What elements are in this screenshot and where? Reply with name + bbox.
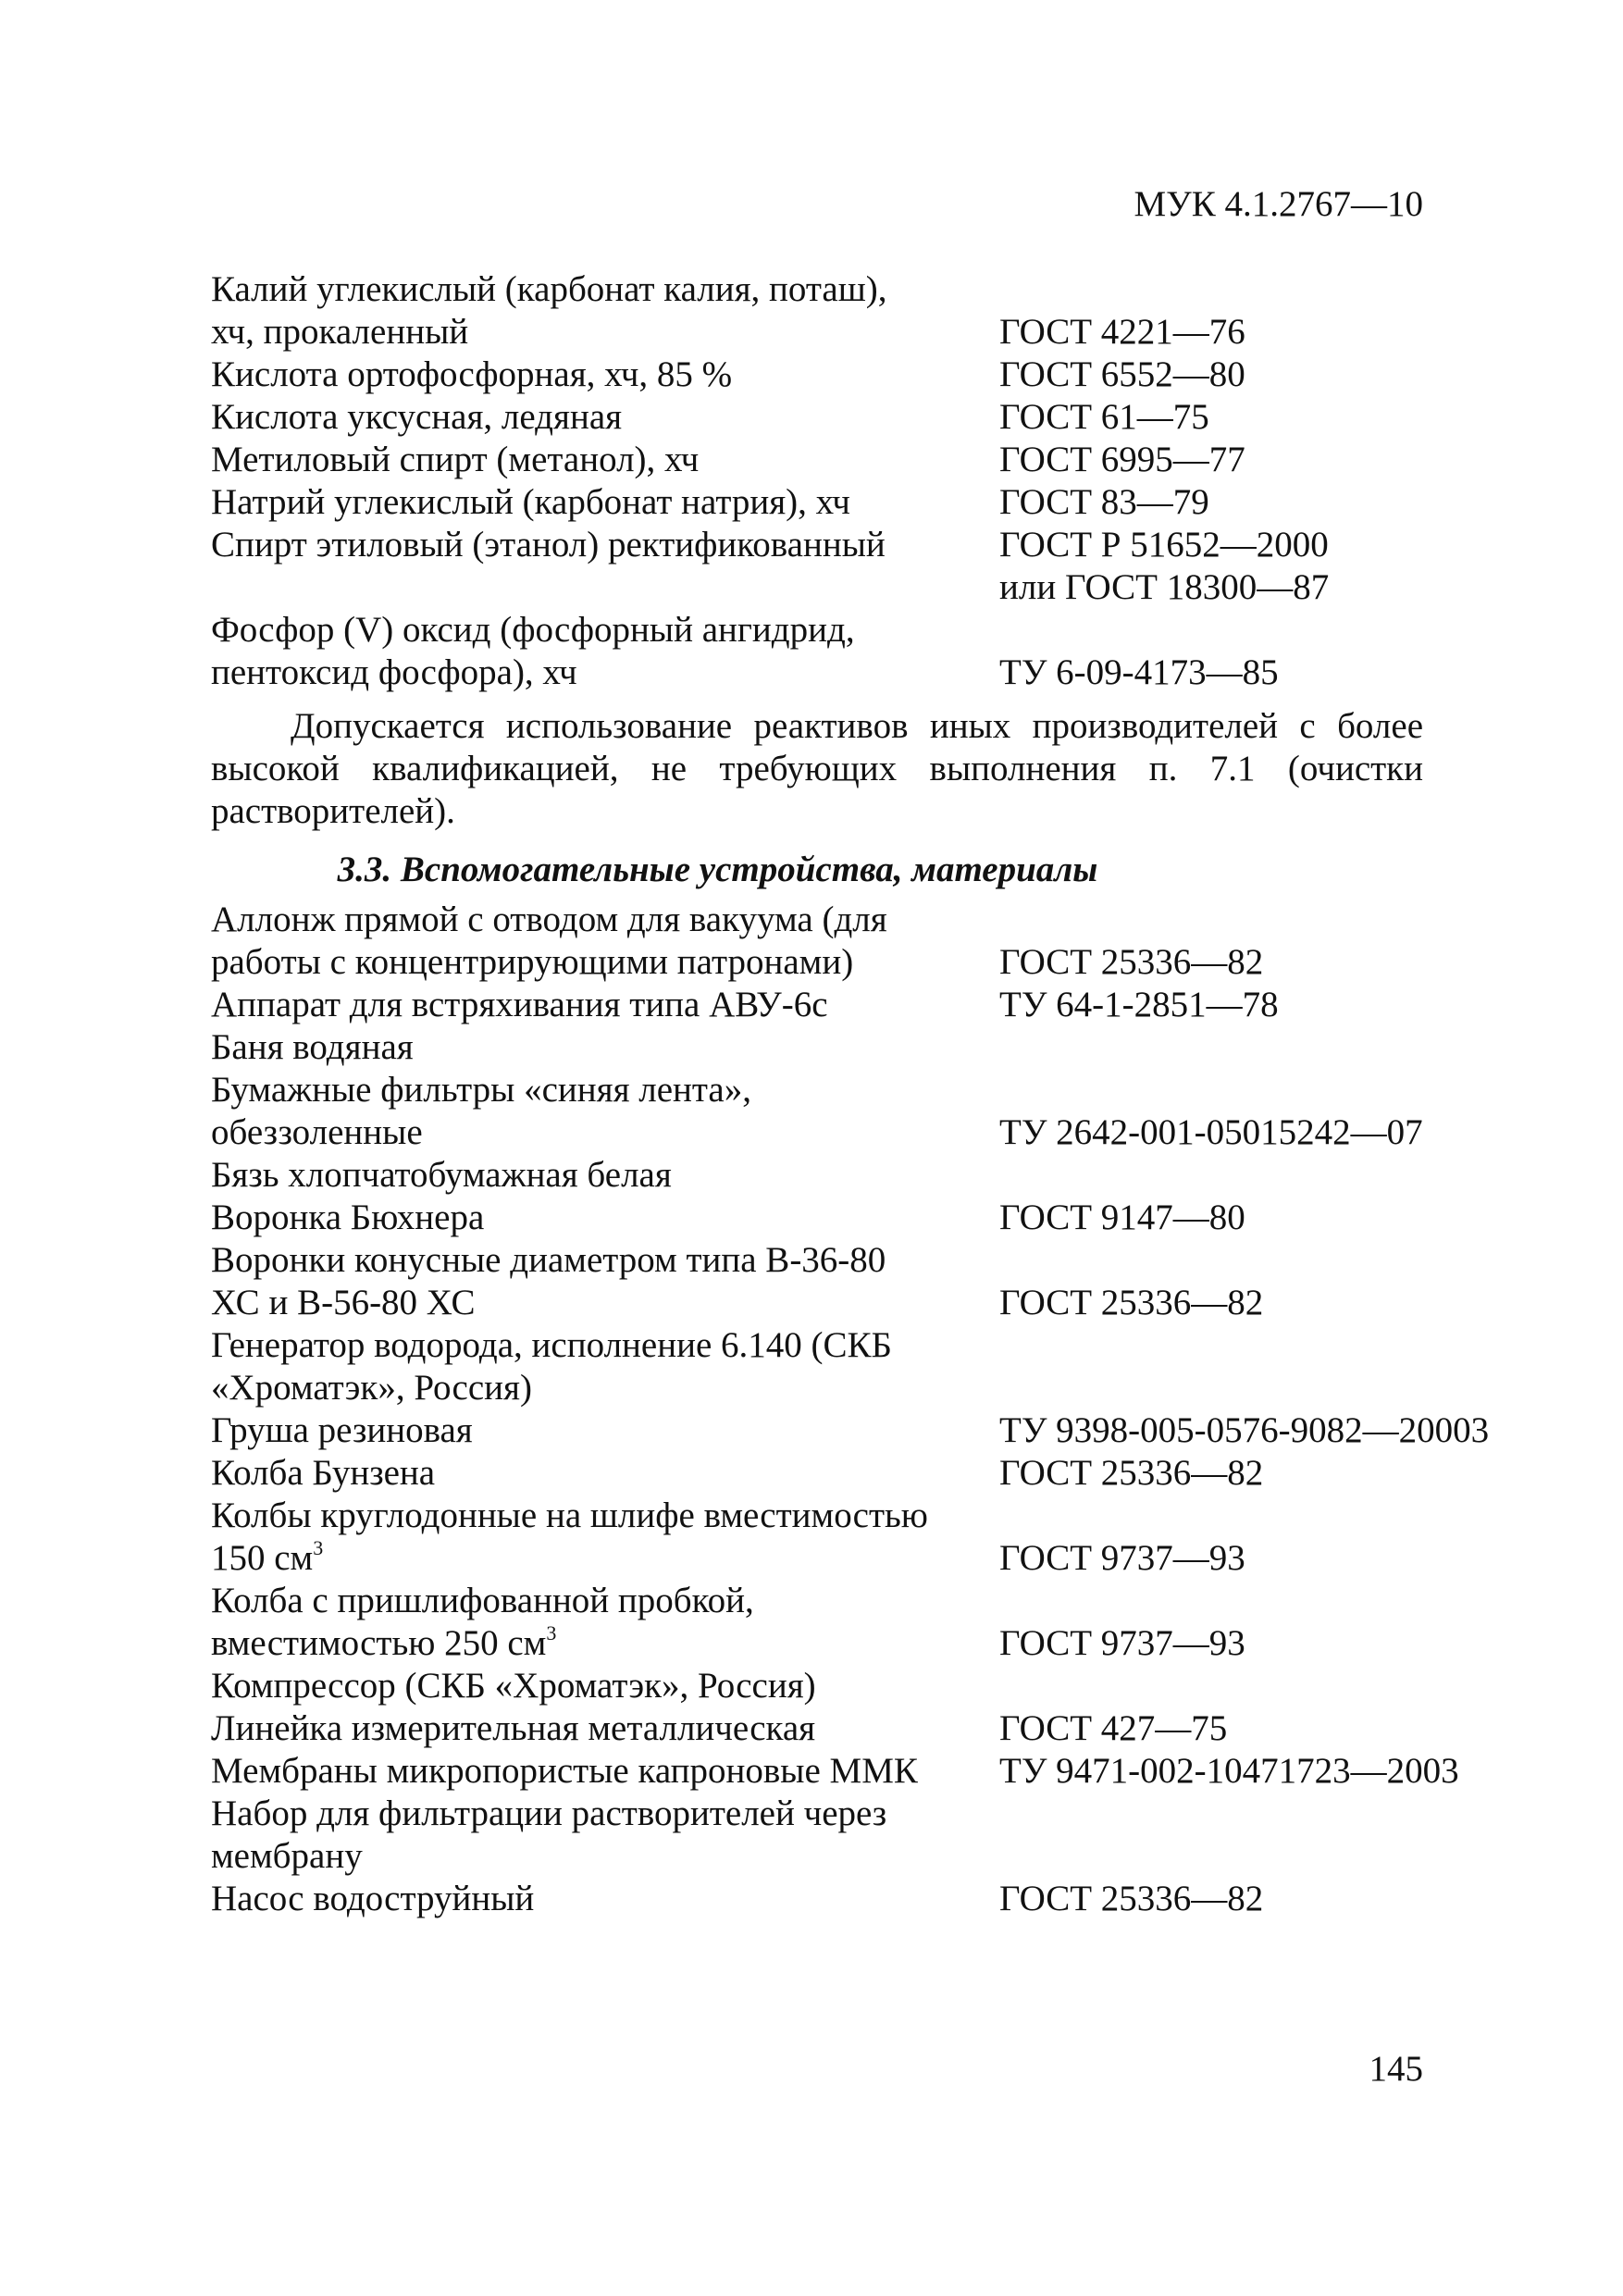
equipment-entry-line xyxy=(211,1750,1459,1793)
equipment-entry-line xyxy=(211,1452,1423,1495)
reagents-item-name xyxy=(211,481,999,524)
equipment-entry-line xyxy=(211,1707,1423,1750)
equipment-item-name xyxy=(211,1111,999,1154)
reagents-item-standard: ГОСТ Р 51652—2000 xyxy=(999,525,1329,565)
reagents-entry-line xyxy=(211,481,1423,524)
equipment-entry-line xyxy=(211,1324,1423,1367)
equipment-item-name xyxy=(211,1069,999,1111)
equipment-item-name xyxy=(211,1367,999,1409)
reagents-item-standard: ГОСТ 6995—77 xyxy=(999,440,1245,479)
equipment-item-standard: ГОСТ 25336—82 xyxy=(999,942,1264,982)
reagents-item-name xyxy=(211,609,999,652)
equipment-entry-line xyxy=(211,1495,1423,1537)
reagents-item-standard: ГОСТ 4221—76 xyxy=(999,312,1245,352)
unit-superscript: 3 xyxy=(546,1621,557,1644)
equipment-item-name-text: Бязь хлопчатобумажная белая xyxy=(211,1155,672,1195)
equipment-entry-line xyxy=(211,1239,1423,1282)
equipment-item-name-text: Груша резиновая xyxy=(211,1410,473,1450)
section-title: 3.3. Вспомогательные устройства, материалы xyxy=(337,850,1098,889)
reagents-item-name xyxy=(211,354,999,396)
equipment-entry-line xyxy=(211,1665,1423,1707)
equipment-item-name xyxy=(211,1026,999,1069)
equipment-item-name xyxy=(211,1878,999,1920)
reagents-entry-line xyxy=(211,524,1423,566)
equipment-item-name xyxy=(211,1409,999,1452)
reagents-item-standard: ТУ 6-09-4173—85 xyxy=(999,652,1279,692)
equipment-item-name-text: Колба Бунзена xyxy=(211,1453,436,1493)
equipment-item-standard: ГОСТ 25336—82 xyxy=(999,1879,1264,1918)
equipment-item-name-text: «Хроматэк», Россия) xyxy=(211,1368,532,1408)
equipment-item-name-text: Компрессор (СКБ «Хроматэк», Россия) xyxy=(211,1666,816,1706)
reagents-entry-line xyxy=(211,396,1423,439)
equipment-item-name xyxy=(211,941,999,984)
equipment-entry-line xyxy=(211,1197,1423,1239)
equipment-entry-line xyxy=(211,1878,1423,1920)
reagents-entry-line xyxy=(211,609,1423,652)
equipment-entry-line xyxy=(211,941,1423,984)
reagents-entry-line xyxy=(211,268,1423,311)
equipment-entry-line xyxy=(211,1026,1423,1069)
reagents-entry-line xyxy=(211,311,1423,354)
equipment-item-name-text: Мембраны микропористые капроновые ММК xyxy=(211,1751,918,1791)
reagents-item-name-text: Кислота ортофосфорная, хч, 85 % xyxy=(211,354,733,394)
equipment-item-standard: ТУ 64-1-2851—78 xyxy=(999,985,1279,1024)
reagents-item-standard: или ГОСТ 18300—87 xyxy=(999,567,1330,607)
equipment-item-standard: ГОСТ 427—75 xyxy=(999,1708,1228,1748)
equipment-item-name xyxy=(211,899,999,941)
equipment-entry-line xyxy=(211,1537,1423,1580)
reagents-item-name-text: Кислота уксусная, ледяная xyxy=(211,397,623,437)
equipment-item-name xyxy=(211,1580,999,1622)
equipment-item-standard: ТУ 9398-005-0576-9082—20003 xyxy=(999,1410,1490,1450)
equipment-item-name xyxy=(211,1793,999,1835)
note-paragraph: Допускается использование реактивов иных производителей с более высокой квалификацией, не требующих выполнения п. 7.1 (очистки растворителей). xyxy=(211,706,1423,831)
equipment-entry-line xyxy=(211,1154,1423,1197)
equipment-item-standard: ТУ 9471-002-10471723—2003 xyxy=(999,1751,1459,1791)
equipment-item-name xyxy=(211,1835,999,1878)
equipment-item-name-text: Линейка измерительная металлическая xyxy=(211,1708,816,1748)
equipment-item-name-text: Воронка Бюхнера xyxy=(211,1198,485,1237)
reagents-list xyxy=(211,268,1423,694)
reagents-item-name xyxy=(211,524,999,566)
equipment-item-name xyxy=(211,1622,999,1665)
reagents-entry-line xyxy=(211,439,1423,481)
page-number: 145 xyxy=(1369,2049,1423,2089)
equipment-item-name xyxy=(211,1197,999,1239)
equipment-list xyxy=(211,899,1490,1920)
equipment-entry-line xyxy=(211,1069,1423,1111)
equipment-item-name xyxy=(211,1154,999,1197)
equipment-entry-line xyxy=(211,1367,1423,1409)
reagents-item-name-text: Натрий углекислый (карбонат натрия), хч xyxy=(211,482,850,522)
equipment-item-name-text: Насос водоструйный xyxy=(211,1879,535,1918)
equipment-entry-line xyxy=(211,984,1423,1026)
equipment-item-name-text: Набор для фильтрации растворителей через xyxy=(211,1793,887,1833)
equipment-item-name-text: Колбы круглодонные на шлифе вместимостью xyxy=(211,1496,928,1535)
equipment-item-name xyxy=(211,1537,999,1580)
reagents-item-name-text: Фосфор (V) оксид (фосфорный ангидрид, xyxy=(211,610,855,650)
reagents-item-name xyxy=(211,652,999,694)
equipment-item-name xyxy=(211,1324,999,1367)
equipment-item-name xyxy=(211,1707,999,1750)
equipment-item-name-text: Колба с пришлифованной пробкой, xyxy=(211,1581,754,1620)
equipment-item-name-text: мембрану xyxy=(211,1836,363,1876)
reagents-item-name-text: Метиловый спирт (метанол), хч xyxy=(211,440,700,479)
equipment-item-name xyxy=(211,1750,999,1793)
equipment-item-name xyxy=(211,1282,999,1324)
reagents-item-name-text: Калий углекислый (карбонат калия, поташ), xyxy=(211,269,887,309)
equipment-item-name-text: ХС и В-56-80 ХС xyxy=(211,1283,476,1322)
equipment-item-standard: ГОСТ 25336—82 xyxy=(999,1283,1264,1322)
equipment-entry-line xyxy=(211,899,1423,941)
reagents-item-name-text: пентоксид фосфора), хч xyxy=(211,652,577,692)
reagents-item-standard: ГОСТ 83—79 xyxy=(999,482,1209,522)
equipment-entry-line xyxy=(211,1793,1423,1835)
unit-superscript: 3 xyxy=(313,1536,324,1559)
equipment-item-name xyxy=(211,1239,999,1282)
equipment-item-name-text: вместимостью 250 см xyxy=(211,1623,547,1663)
equipment-entry-line xyxy=(211,1282,1423,1324)
equipment-entry-line xyxy=(211,1111,1423,1154)
equipment-item-name xyxy=(211,1452,999,1495)
equipment-item-name xyxy=(211,984,999,1026)
equipment-item-name xyxy=(211,1665,999,1707)
equipment-item-standard: ТУ 2642-001-05015242—07 xyxy=(999,1112,1423,1152)
reagents-item-name xyxy=(211,439,999,481)
reagents-entry-line xyxy=(211,566,1423,609)
equipment-item-standard: ГОСТ 9737—93 xyxy=(999,1538,1245,1578)
equipment-item-standard: ГОСТ 9147—80 xyxy=(999,1198,1245,1237)
equipment-item-name-text: обеззоленные xyxy=(211,1112,423,1152)
reagents-entry-line xyxy=(211,354,1423,396)
reagents-item-name-text: Спирт этиловый (этанол) ректификованный xyxy=(211,525,886,565)
equipment-item-name-text: Аллонж прямой с отводом для вакуума (для xyxy=(211,900,887,939)
equipment-item-name-text: Баня водяная xyxy=(211,1027,414,1067)
reagents-item-standard: ГОСТ 61—75 xyxy=(999,397,1209,437)
equipment-item-name-text: Аппарат для встряхивания типа АВУ-6с xyxy=(211,985,828,1024)
equipment-item-standard: ГОСТ 9737—93 xyxy=(999,1623,1245,1663)
equipment-entry-line xyxy=(211,1835,1423,1878)
equipment-item-name-text: работы с концентрирующими патронами) xyxy=(211,942,854,982)
document-code-header: МУК 4.1.2767—10 xyxy=(1134,184,1423,224)
equipment-item-standard: ГОСТ 25336—82 xyxy=(999,1453,1264,1493)
reagents-entry-line xyxy=(211,652,1423,694)
reagents-item-name-text: хч, прокаленный xyxy=(211,312,469,352)
equipment-item-name-text: Генератор водорода, исполнение 6.140 (СКБ xyxy=(211,1325,892,1365)
reagents-item-name xyxy=(211,268,999,311)
equipment-item-name-text: 150 см xyxy=(211,1538,314,1578)
reagents-item-name xyxy=(211,311,999,354)
equipment-entry-line xyxy=(211,1580,1423,1622)
reagents-item-name xyxy=(211,396,999,439)
equipment-entry-line xyxy=(211,1622,1423,1665)
equipment-item-name-text: Бумажные фильтры «синяя лента», xyxy=(211,1070,751,1110)
equipment-item-name-text: Воронки конусные диаметром типа В-36-80 xyxy=(211,1240,886,1280)
equipment-entry-line xyxy=(211,1409,1490,1452)
equipment-item-name xyxy=(211,1495,999,1537)
reagents-item-standard: ГОСТ 6552—80 xyxy=(999,354,1245,394)
